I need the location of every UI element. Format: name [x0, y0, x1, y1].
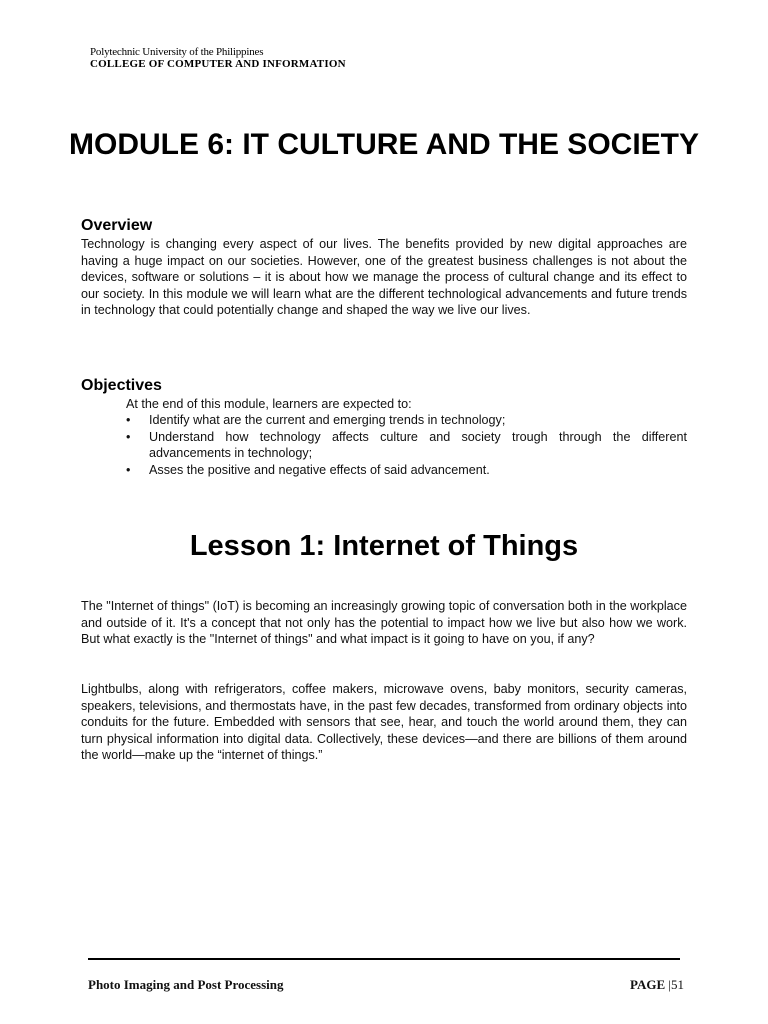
objective-text: Understand how technology affects culture and society trough through the different advancements in technology; [149, 429, 687, 460]
objective-item [126, 429, 687, 462]
objective-item [126, 462, 687, 479]
page-label: PAGE [629, 977, 666, 992]
overview-heading: Overview [81, 217, 153, 234]
page-separator: | [668, 977, 671, 992]
module-title-text: MODULE 6: IT CULTURE AND THE SOCIETY [69, 128, 699, 161]
footer-page-info [630, 977, 684, 993]
bullet-icon: • [126, 413, 131, 427]
objective-text: Identify what are the current and emerging trends in technology; [149, 413, 506, 427]
university-name: Polytechnic University of the Philippines [90, 46, 264, 58]
footer-divider [88, 958, 680, 960]
lesson-paragraph: The "Internet of things" (IoT) is becoming an increasingly growing topic of conversation both in the workplace and outside of it. It's a concept that not only has the potential to impact how we live but also how we work. But what exactly is the "Internet of things" and what impact is it going to have on you, if any? [81, 599, 687, 646]
bullet-icon: • [126, 429, 131, 444]
page-header [90, 46, 346, 71]
objectives-intro: At the end of this module, learners are expected to: [126, 397, 412, 411]
bullet-icon: • [126, 462, 131, 477]
footer-course-title: Photo Imaging and Post Processing [88, 977, 284, 992]
objectives-heading: Objectives [81, 377, 162, 394]
lesson-paragraph: Lightbulbs, along with refrigerators, coffee makers, microwave ovens, baby monitors, security cameras, speakers, televisions, and thermostats have, in the past few decades, transformed from ordinary objects into conduits for the future. Embedded with sensors that see, hear, and touch the world around them, they can turn physical information into digital data. Collectively, these devices—and there are billions of them around the world—make up the “internet of things.” [81, 682, 687, 762]
page-number: 51 [671, 977, 684, 992]
lesson-title-text: Lesson 1: Internet of Things [189, 530, 579, 562]
objectives-list [126, 412, 687, 478]
overview-text: Technology is changing every aspect of our lives. The benefits provided by new digital approaches are having a huge impact on our societies. However, one of the greatest business challenges is not about the devices, software or solutions – it is about how we manage the process of cultural change and its effect to our society. In this module we will learn what are the different technological advancements and future trends in technology that could potentially change and shaped the way we live our lives. [81, 237, 687, 317]
module-title [0, 127, 768, 163]
objective-text: Asses the positive and negative effects of said advancement. [149, 462, 490, 477]
lesson-title [0, 528, 768, 564]
college-name: COLLEGE OF COMPUTER AND INFORMATION [90, 58, 346, 70]
objective-item [126, 412, 687, 429]
